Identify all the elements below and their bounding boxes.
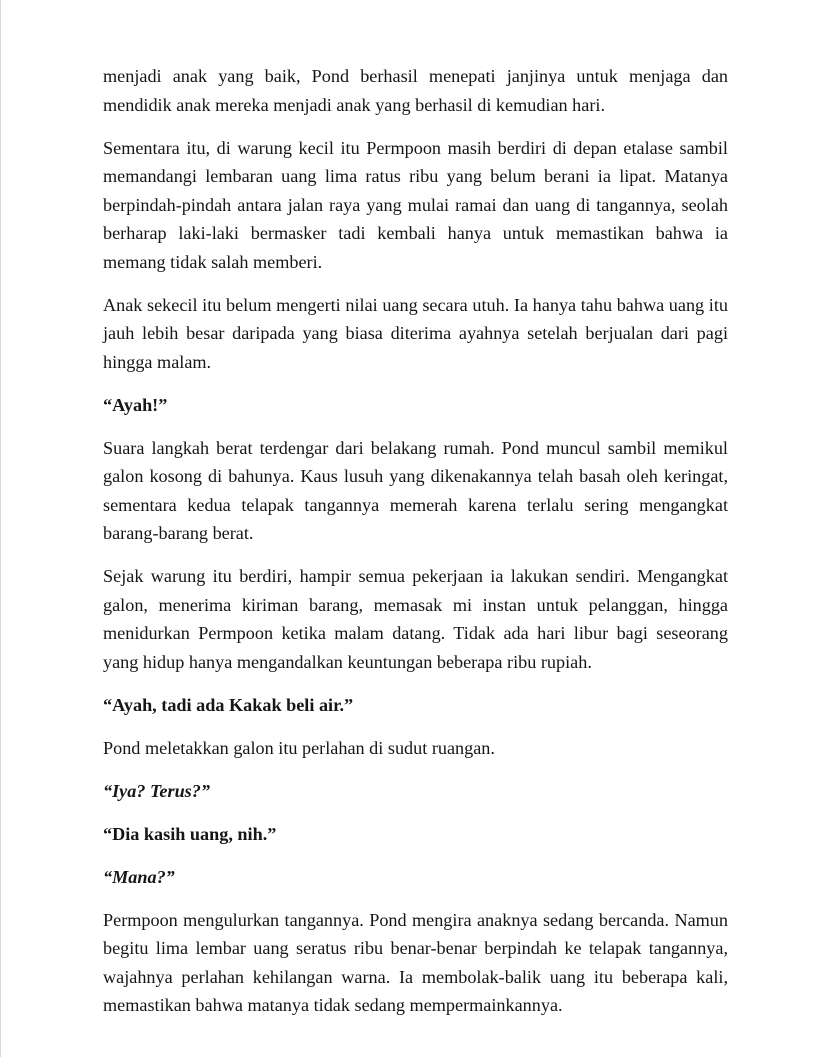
paragraph: Suara langkah berat terdengar dari belakang rumah. Pond muncul sambil memikul galon kosong di bahunya. Kaus lusuh yang dikenakannya telah basah oleh keringat, sementara kedua telapak tangannya memerah karena terlalu sering mengangkat barang-barang berat.	[103, 437, 728, 543]
paragraph: Anak sekecil itu belum mengerti nilai uang secara utuh. Ia hanya tahu bahwa uang itu jauh lebih besar daripada yang biasa diterima ayahnya setelah berjualan dari pagi hingga malam.	[103, 294, 728, 372]
dialogue-line: “Mana?”	[103, 866, 175, 887]
dialogue-line: “Dia kasih uang, nih.”	[103, 823, 277, 844]
paragraph: Permpoon mengulurkan tangannya. Pond mengira anaknya sedang bercanda. Namun begitu lima lembar uang seratus ribu benar-benar berpindah ke telapak tangannya, wajahnya perlahan kehilangan warna. Ia membolak-balik uang itu beberapa kali, memastikan bahwa matanya tidak sedang mempermainkannya.	[103, 909, 728, 1015]
dialogue-line: “Ayah, tadi ada Kakak beli air.”	[103, 694, 354, 715]
paragraph: Pond meletakkan galon itu perlahan di sudut ruangan.	[103, 737, 495, 758]
paragraph: Sementara itu, di warung kecil itu Permpoon masih berdiri di depan etalase sambil memandangi lembaran uang lima ratus ribu yang belum berani ia lipat. Matanya berpindah-pindah antara jalan raya yang mulai ramai dan uang di tangannya, seolah berharap laki-laki bermasker tadi kembali hanya untuk memastikan bahwa ia memang tidak salah memberi.	[103, 137, 728, 272]
document-body	[103, 62, 728, 1034]
dialogue-line: “Iya? Terus?”	[103, 780, 210, 801]
paragraph: Sejak warung itu berdiri, hampir semua pekerjaan ia lakukan sendiri. Mengangkat galon, menerima kiriman barang, memasak mi instan untuk pelanggan, hingga menidurkan Permpoon ketika malam datang. Tidak ada hari libur bagi seseorang yang hidup hanya mengandalkan keuntungan beberapa ribu rupiah.	[103, 566, 728, 672]
paragraph: menjadi anak yang baik, Pond berhasil menepati janjinya untuk menjaga dan mendidik anak mereka menjadi anak yang berhasil di kemudian hari.	[103, 66, 728, 115]
dialogue-line: “Ayah!”	[103, 394, 168, 415]
